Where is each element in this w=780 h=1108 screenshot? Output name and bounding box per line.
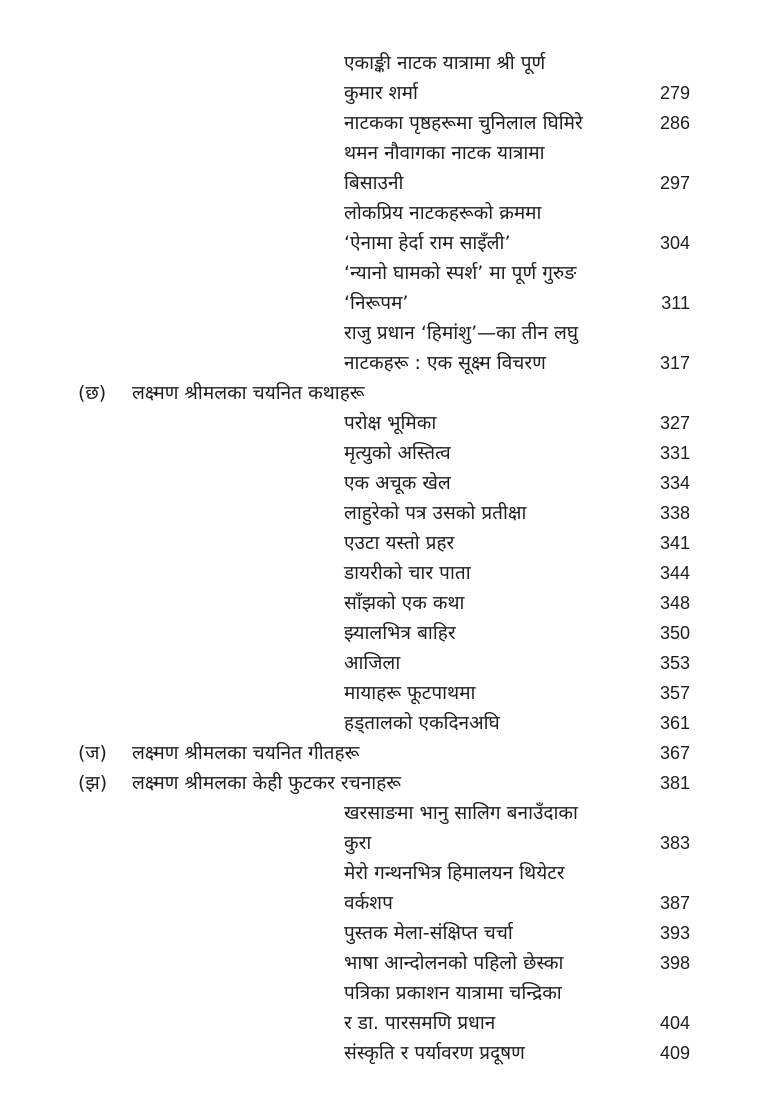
toc-entry-row: [0, 618, 780, 648]
entry-title: थमन नौवागका नाटक यात्रामा: [344, 142, 545, 164]
toc-entry-row: [0, 888, 780, 918]
page-number: 297: [659, 173, 690, 193]
toc-entry-row: [0, 648, 780, 678]
toc-section-row: [0, 768, 780, 798]
toc-entry-row: [0, 918, 780, 948]
section-marker: (झ): [78, 772, 108, 794]
toc-entry-row: [0, 858, 780, 888]
entry-title: संस्कृति र पर्यावरण प्रदूषण: [344, 1042, 525, 1064]
entry-title: झ्यालभित्र बाहिर: [344, 622, 456, 644]
entry-title: नाटकका पृष्ठहरूमा चुनिलाल घिमिरे: [344, 112, 583, 134]
toc-entry-row: [0, 468, 780, 498]
entry-title: कुरा: [344, 832, 372, 854]
entry-title: लाहुरेको पत्र उसको प्रतीक्षा: [344, 502, 527, 524]
entry-title: भाषा आन्दोलनको पहिलो छेस्का: [344, 952, 564, 974]
toc-entry-row: [0, 228, 780, 258]
entry-title: हड्तालको एकदिनअघि: [344, 712, 500, 734]
entry-title: मायाहरू फूटपाथमा: [344, 682, 476, 704]
toc-entry-row: [0, 108, 780, 138]
section-title: लक्ष्मण श्रीमलका केही फुटकर रचनाहरू: [132, 772, 402, 794]
toc-entry-row: [0, 138, 780, 168]
entry-title: पुस्तक मेला-संक्षिप्त चर्चा: [344, 922, 513, 944]
toc-entry-row: [0, 258, 780, 288]
toc-entry-row: [0, 318, 780, 348]
page-number: 286: [659, 113, 690, 133]
toc-entry-row: [0, 198, 780, 228]
section-title: लक्ष्मण श्रीमलका चयनित कथाहरू: [132, 382, 365, 404]
entry-title: नाटकहरू : एक सूक्ष्म विचरण: [344, 352, 546, 374]
toc-entry-row: [0, 78, 780, 108]
toc-section-row: [0, 738, 780, 768]
entry-title: र डा. पारसमणि प्रधान: [344, 1012, 496, 1034]
page-number: 304: [659, 233, 690, 253]
page-number: 338: [659, 503, 690, 523]
entry-title: आजिला: [344, 652, 401, 674]
entry-title: राजु प्रधान ‘हिमांशु’—का तीन लघु: [344, 322, 579, 344]
page-number: 350: [659, 623, 690, 643]
toc-entry-row: [0, 288, 780, 318]
page-number: 404: [659, 1013, 690, 1033]
page-number: 279: [659, 83, 690, 103]
page-number: 311: [661, 293, 690, 313]
entry-title: पत्रिका प्रकाशन यात्रामा चन्द्रिका: [344, 982, 562, 1004]
page-number: 348: [659, 593, 690, 613]
toc-section-row: [0, 378, 780, 408]
entry-title: लोकप्रिय नाटकहरूको क्रममा: [344, 202, 542, 224]
page-number: 317: [659, 353, 690, 373]
entry-title: एउटा यस्तो प्रहर: [344, 532, 455, 554]
toc-entry-row: [0, 408, 780, 438]
page-number: 383: [659, 833, 690, 853]
page-number: 367: [659, 743, 690, 763]
entry-title: बिसाउनी: [344, 172, 404, 194]
toc-entry-row: [0, 1008, 780, 1038]
entry-title: ‘निरूपम’: [344, 292, 409, 314]
toc-entry-row: [0, 168, 780, 198]
page-number: 353: [659, 653, 690, 673]
toc-entry-row: [0, 48, 780, 78]
entry-title: वर्कशप: [344, 892, 393, 914]
page-number: 398: [659, 953, 690, 973]
entry-title: खरसाङमा भानु सालिग बनाउँदाका: [344, 802, 578, 824]
page-number: 327: [659, 413, 690, 433]
page-number: 387: [659, 893, 690, 913]
page-number: 393: [659, 923, 690, 943]
entry-title: साँझको एक कथा: [344, 592, 465, 614]
entry-title: ‘न्यानो घामको स्पर्श’ मा पूर्ण गुरुङ: [344, 262, 577, 284]
entry-title: एकाङ्की नाटक यात्रामा श्री पूर्ण: [344, 52, 546, 74]
toc-entry-row: [0, 828, 780, 858]
toc-entry-row: [0, 798, 780, 828]
entry-title: एक अचूक खेल: [344, 472, 451, 494]
page-number: 361: [659, 713, 690, 733]
section-title: लक्ष्मण श्रीमलका चयनित गीतहरू: [132, 742, 360, 764]
toc-entry-row: [0, 558, 780, 588]
section-marker: (ज): [78, 742, 107, 764]
entry-title: मृत्युको अस्तित्व: [344, 442, 451, 464]
toc-entry-row: [0, 498, 780, 528]
toc-entry-row: [0, 348, 780, 378]
toc-entry-row: [0, 948, 780, 978]
entry-title: कुमार शर्मा: [344, 82, 418, 104]
toc-entry-row: [0, 588, 780, 618]
table-of-contents: [0, 48, 780, 1068]
entry-title: मेरो गन्थनभित्र हिमालयन थियेटर: [344, 862, 565, 884]
toc-entry-row: [0, 1038, 780, 1068]
page-number: 341: [659, 533, 690, 553]
entry-title: डायरीको चार पाता: [344, 562, 471, 584]
entry-title: परोक्ष भूमिका: [344, 412, 437, 434]
toc-entry-row: [0, 978, 780, 1008]
toc-entry-row: [0, 678, 780, 708]
page-number: 357: [659, 683, 690, 703]
toc-entry-row: [0, 528, 780, 558]
toc-entry-row: [0, 708, 780, 738]
page-number: 344: [659, 563, 690, 583]
page-number: 409: [659, 1043, 690, 1063]
entry-title: ‘ऐनामा हेर्दा राम साइँली’: [344, 232, 511, 254]
page-number: 334: [659, 473, 690, 493]
toc-entry-row: [0, 438, 780, 468]
section-marker: (छ): [78, 382, 107, 404]
page-number: 381: [659, 773, 690, 793]
page-number: 331: [659, 443, 690, 463]
